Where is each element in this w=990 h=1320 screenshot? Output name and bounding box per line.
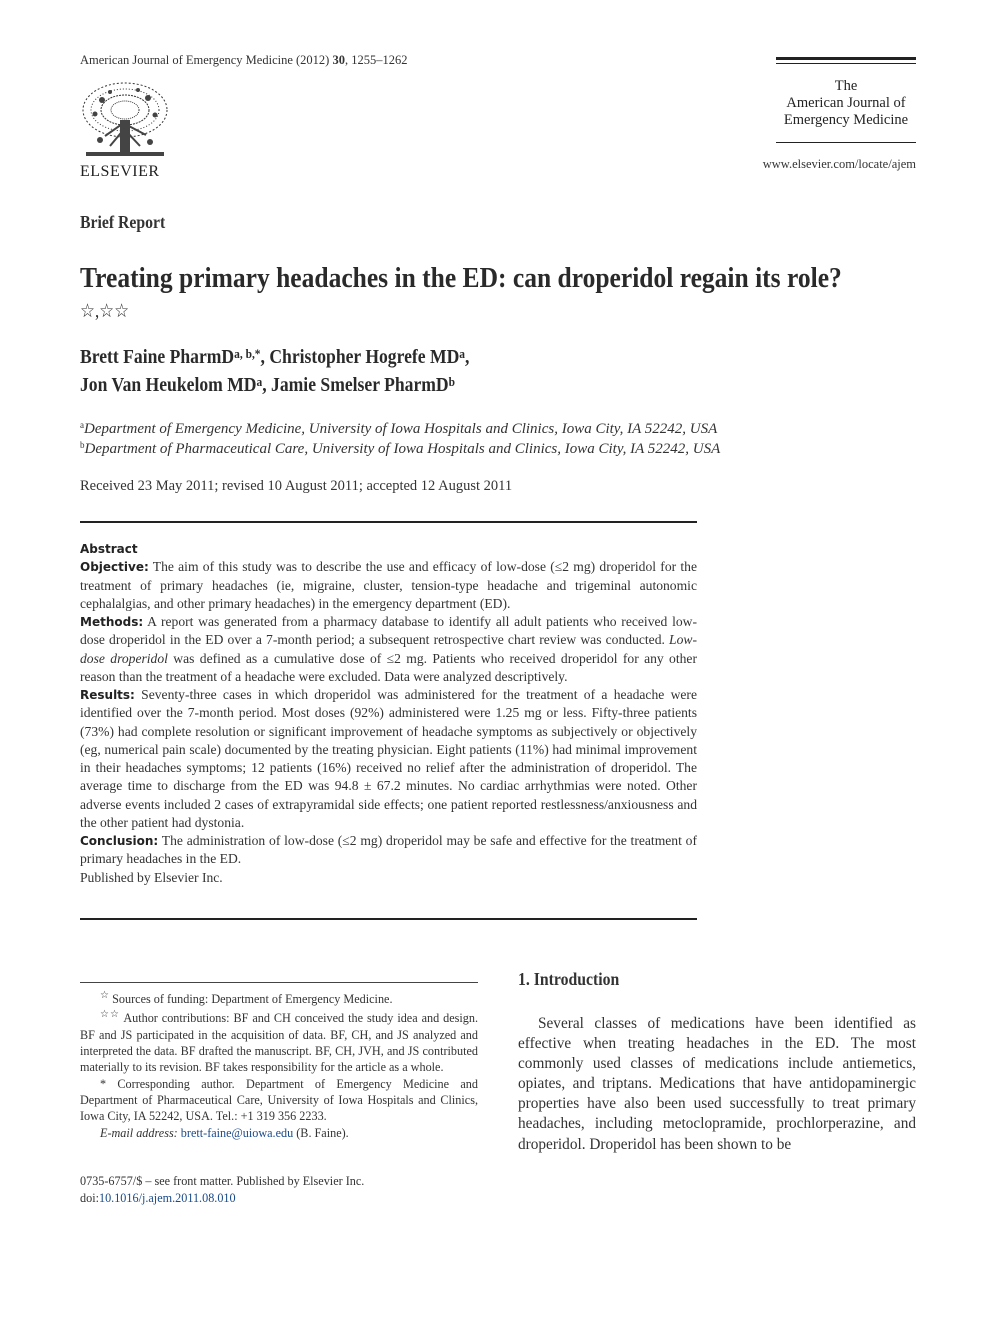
author-name: Jamie Smelser PharmD (271, 374, 449, 396)
author-affiliation-marks[interactable]: a (256, 374, 263, 389)
title-footnote-marks[interactable]: ☆,☆☆ (80, 301, 130, 322)
published-by: Published by Elsevier Inc. (80, 869, 223, 885)
footnote-rule (80, 982, 478, 983)
section-type: Brief Report (80, 212, 166, 232)
affiliation-a: $^a$Department of Emergency Medicine, University of Iowa Hospitals and Clinics, Iowa City, IA 52242, USA (80, 420, 718, 437)
footnote-funding: ☆ Sources of funding: Department of Emergency Medicine. (100, 990, 393, 1007)
introduction-heading: 1. Introduction (518, 969, 620, 989)
author-affiliation-marks[interactable]: a (459, 346, 466, 361)
abstract: Abstract Objective: The aim of this study was to describe the use and efficacy of low-dose (≤2 mg) droperidol for the treatment of primary headaches (ie, migraine, cluster, tension-type headache and trigeminal autonomic cephalalgias, and other primary headaches) in the emergency department (ED). Methods: A report was generated from a pharmacy database to identify all adult patients who received low-dose droperidol in the ED over a 7-month period; a subsequent retrospective chart review was conducted. Low-dose droperidol was defined as a cumulative dose of ≤2 mg. Patients who received droperidol for any other reason than the treatment of a headache were excluded. Data were analyzed descriptively. Results: Seventy-three cases in which droperidol was administered for the treatment of a headache were identified over the 7-month period. Most doses (92%) administered were 1.25 mg or less. Fifty-three patients (73%) had complete resolution or significant improvement of headache symptoms as subjectively or objectively (eg, numerical pain scale) documented by the treating physician. Eight patients (11%) had minimal improvement in their headaches symptoms; 12 patients (16%) received no relief after the administration of droperidol. The average time to discharge from the ED was 94.8 ± 67.2 minutes. No cardiac arrhythmias were noted. Other adverse events included 2 cases of extrapyramidal side effects; one patient reported restlessness/anxiousness and the other patient had dystonia. Conclusion: The administration of low-dose (≤2 mg) droperidol may be safe and effective for the treatment of primary headaches in the ED. Published by Elsevier Inc. (80, 540, 697, 887)
author-name: Christopher Hogrefe MD (269, 346, 460, 368)
footnote-corresponding: * Corresponding author. Department of Emergency Medicine and Department of Pharmaceutical Care, University of Iowa Hospitals and Clinics, Iowa City, IA 52242, USA. Tel.: +1 319 356 2233. (80, 1076, 478, 1124)
abstract-rule-top (80, 521, 697, 523)
received-dates: Received 23 May 2011; revised 10 August 2011; accepted 12 August 2011 (80, 478, 513, 494)
journal-rule-bottom (776, 142, 916, 143)
footnote-contributions: ☆☆ Author contributions: BF and CH conceived the study idea and design. BF and JS participated in the acquisition of data. BF, CH, and JS analyzed and interpreted the data. BF drafted the manuscript. BF, CH, JVH, and JS contributed materially to its revision. BF takes responsibility for the article as a whole. (80, 1009, 478, 1075)
introduction-body: Several classes of medications have been identified as effective when treating headaches in the ED. The most commonly used classes of medications include antiemetics, opiates, and triptans. Medications that have antidopaminergic properties have also been used successfully to treat primary headaches, including metoclopramide, prochlorperazine, and droperidol. Droperidol has been shown to be (518, 1015, 916, 1153)
doi-link[interactable]: 10.1016/j.ajem.2011.08.010 (98, 1191, 236, 1205)
journal-rule-top (776, 57, 916, 60)
article-title: Treating primary headaches in the ED: can droperidol regain its role?☆,☆☆ (80, 262, 842, 322)
author-affiliation-marks[interactable]: b (448, 374, 456, 389)
abstract-heading: Abstract (80, 542, 138, 556)
author-list: Brett Faine PharmD$^{a, b,*}$, Christopher Hogrefe $MD^a$, Jon Van Heukelom $MD^a$, Jamie Smelser PharmD$^b$ (80, 346, 470, 396)
abstract-rule-bottom (80, 918, 697, 920)
journal-rule-top-thin (776, 63, 916, 64)
journal-url[interactable]: www.elsevier.com/locate/ajem (762, 157, 916, 171)
footnote-email: E-mail address: brett-faine@uiowa.edu (B. Faine). (100, 1125, 349, 1140)
affiliation-b: $^b$Department of Pharmaceutical Care, University of Iowa Hospitals and Clinics, Iowa City, IA 52242, USA (80, 440, 721, 457)
author-name: Jon Van Heukelom MD (80, 374, 257, 396)
front-matter: 0735-6757/$ – see front matter. Published by Elsevier Inc. doi:10.1016/j.ajem.2011.08.010 (80, 1174, 365, 1205)
corresponding-author-mark[interactable]: * (254, 346, 261, 361)
email-link[interactable]: brett-faine@uiowa.edu (180, 1125, 294, 1140)
journal-name: The American Journal of Emergency Medicine (783, 78, 909, 128)
journal-citation: American Journal of Emergency Medicine (2012) 30, 1255–1262 (80, 53, 408, 67)
author-name: Brett Faine PharmD (80, 346, 235, 368)
footnotes (80, 988, 478, 1141)
publisher-logo-text: ELSEVIER (80, 163, 160, 180)
author-affiliation-marks[interactable]: a, b, (234, 346, 255, 361)
